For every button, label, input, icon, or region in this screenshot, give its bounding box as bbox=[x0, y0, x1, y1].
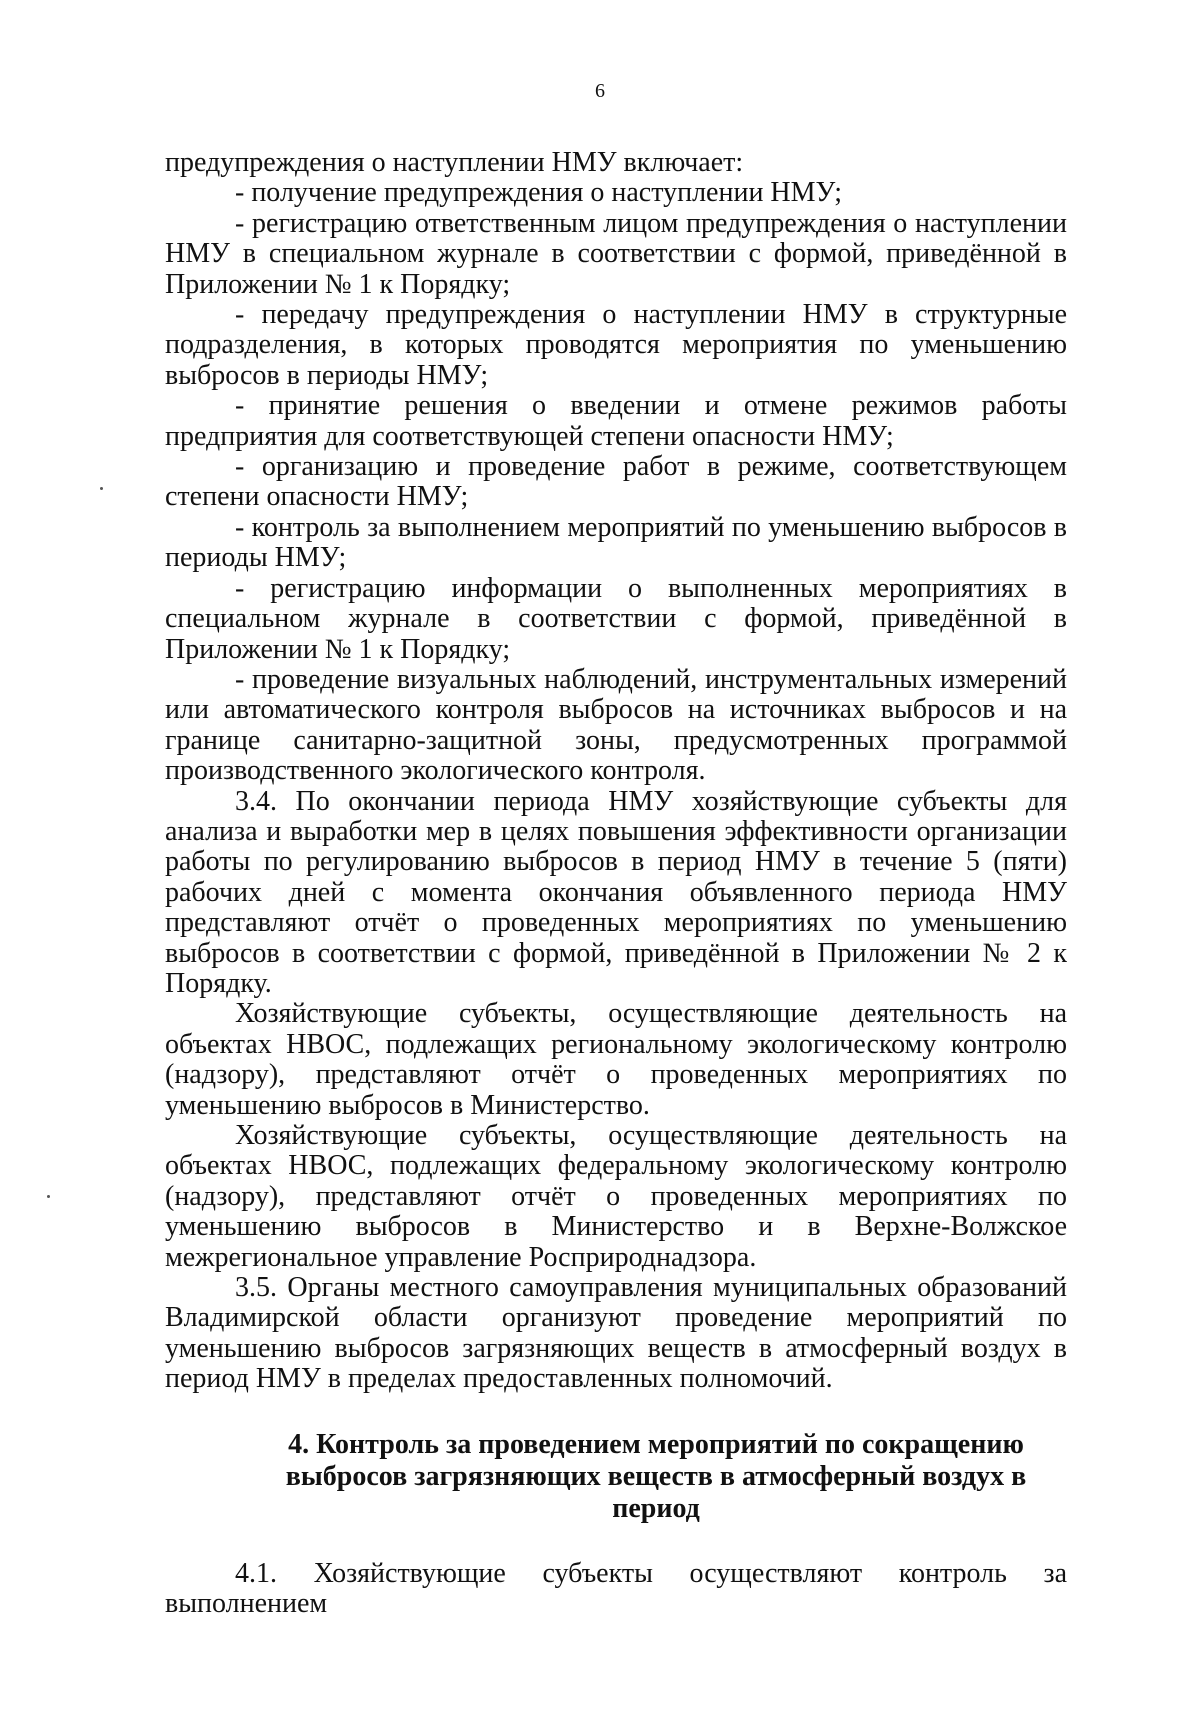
clause-4-1: 4.1. Хозяйствующие субъекты осуществляют контроль за выполнением bbox=[165, 1557, 1067, 1620]
list-item-observations: - проведение визуальных наблюдений, инструментальных измерений или автоматического контроля выбросов на источниках выбросов и на границе санитарно-защитной зоны, предусмотренных программой производственного экологического контроля. bbox=[165, 663, 1067, 787]
list-item-receive-warning: - получение предупреждения о наступлении НМУ; bbox=[235, 177, 843, 209]
page-number: 6 bbox=[595, 80, 605, 102]
list-item-register-warning: - регистрацию ответственным лицом предупреждения о наступлении НМУ в специальном журнале в соответствии с формой, приведённой в Приложении № 1 к Порядку; bbox=[165, 207, 1067, 300]
clause-3-5: 3.5. Органы местного самоуправления муниципальных образований Владимирской области организуют проведение мероприятий по уменьшению выбросов загрязняющих веществ в атмосферный воздух в период НМУ в пределах предоставленных полномочий. bbox=[165, 1272, 1067, 1395]
scan-speck bbox=[100, 487, 103, 490]
section-heading: 4. Контроль за проведением мероприятий по сокращению выбросов загрязняющих веществ в атмосферный воздух в период bbox=[285, 1428, 1027, 1524]
list-item-control-measures: - контроль за выполнением мероприятий по уменьшению выбросов в периоды НМУ; bbox=[165, 511, 1067, 574]
list-item-register-info: - регистрацию информации о выполненных мероприятиях в специальном журнале в соответствии с формой, приведённой в Приложении № 1 к Порядку; bbox=[165, 572, 1067, 665]
list-item-decision-modes: - принятие решения о введении и отмене режимов работы предприятия для соответствующей степени опасности НМУ; bbox=[165, 390, 1067, 452]
clause-3-4: 3.4. По окончании периода НМУ хозяйствующие субъекты для анализа и выработки мер в целях повышения эффективности организации работы по регулированию выбросов в период НМУ в течение 5 (пяти) рабочих дней с момента окончания объявленного периода НМУ представляют отчёт о проведенных мероприятиях по уменьшению выбросов в соответствии с формой, приведённой в Приложении № 2 к Порядку. bbox=[165, 785, 1067, 999]
scan-speck bbox=[47, 1195, 50, 1198]
list-item-organize-works: - организацию и проведение работ в режиме, соответствующем степени опасности НМУ; bbox=[165, 451, 1067, 513]
list-item-transfer-warning: - передачу предупреждения о наступлении НМУ в структурные подразделения, в которых проводятся мероприятия по уменьшению выбросов в периоды НМУ; bbox=[165, 299, 1067, 391]
paragraph-regional-control: Хозяйствующие субъекты, осуществляющие деятельность на объектах НВОС, подлежащих региональному экологическому контролю (надзору), представляют отчёт о проведенных мероприятиях по уменьшению выбросов в Министерство. bbox=[165, 998, 1067, 1121]
paragraph-continuation: предупреждения о наступлении НМУ включает: bbox=[165, 147, 744, 178]
paragraph-federal-control: Хозяйствующие субъекты, осуществляющие деятельность на объектах НВОС, подлежащих федеральному экологическому контролю (надзору), представляют отчёт о проведенных мероприятиях по уменьшению выбросов в Министерство и в Верхне-Волжское межрегиональное управление Росприроднадзора. bbox=[165, 1120, 1067, 1273]
document-body bbox=[165, 148, 1067, 1619]
